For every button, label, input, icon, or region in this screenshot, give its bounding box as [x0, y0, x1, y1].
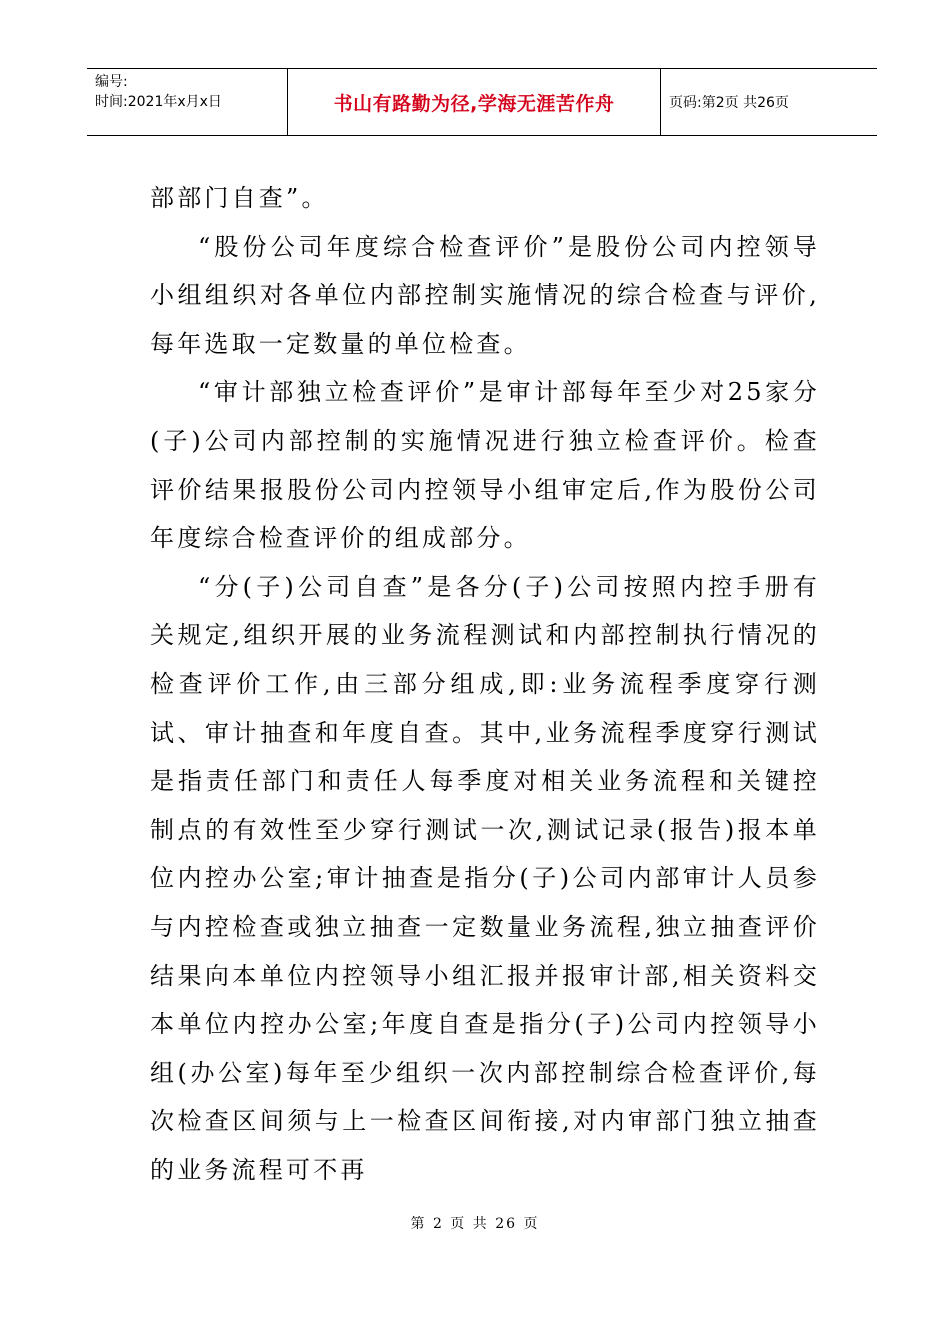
paragraph: “审计部独立检查评价”是审计部每年至少对25家分(子)公司内部控制的实施情况进行独立检查评价。检查评价结果报股份公司内控领导小组审定后,作为股份公司年度综合检查评价的组成部分。: [150, 378, 820, 553]
time-label: 时间:2021年x月x日: [95, 94, 222, 110]
document-body: [150, 174, 820, 1194]
paragraph-continuation: 部部门自查”。: [150, 184, 329, 212]
page-footer: 第 2 页 共 26 页: [410, 1216, 540, 1232]
header-meta-cell: [87, 69, 287, 135]
number-label: 编号:: [95, 74, 128, 90]
paragraph: “分(子)公司自查”是各分(子)公司按照内控手册有关规定,组织开展的业务流程测试和内部控制执行情况的检查评价工作,由三部分组成,即:业务流程季度穿行测试、审计抽查和年度自查。其中,业务流程季度穿行测试是指责任部门和责任人每季度对相关业务流程和关键控制点的有效性至少穿行测试一次,测试记录(报告)报本单位内控办公室;审计抽查是指分(子)公司内部审计人员参与内控检查或独立抽查一定数量业务流程,独立抽查评价结果向本单位内控领导小组汇报并报审计部,相关资料交本单位内控办公室;年度自查是指分(子)公司内控领导小组(办公室)每年至少组织一次内部控制综合检查评价,每次检查区间须与上一检查区间衔接,对内审部门独立抽查的业务流程可不再: [150, 572, 820, 1184]
paragraph: “股份公司年度综合检查评价”是股份公司内控领导小组组织对各单位内部控制实施情况的综合检查与评价,每年选取一定数量的单位检查。: [150, 232, 820, 358]
document-header: [87, 68, 877, 136]
header-page-label: 页码:第2页 共26页: [669, 95, 789, 111]
header-motto: 书山有路勤为径,学海无涯苦作舟: [287, 69, 661, 135]
